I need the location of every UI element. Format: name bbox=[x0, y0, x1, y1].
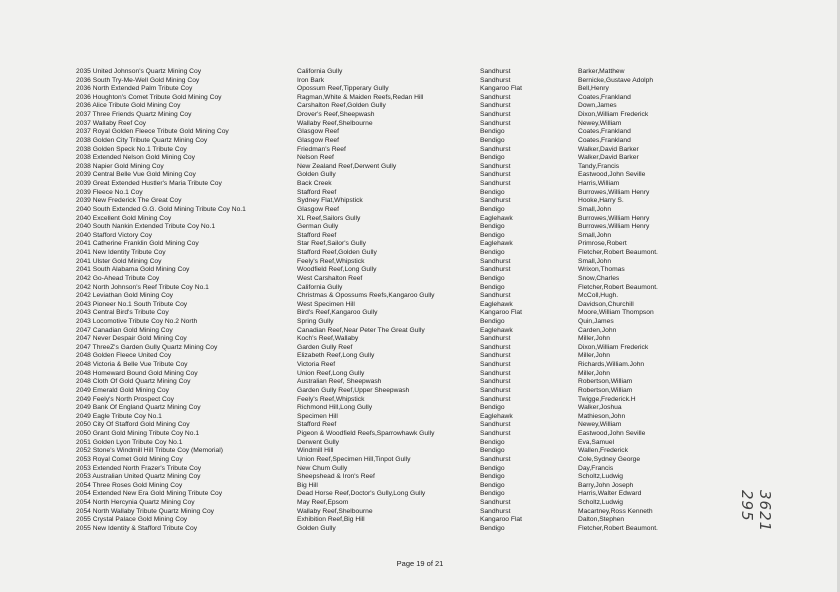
company-name-cell: 2053 Extended North Frazer's Tribute Coy bbox=[76, 464, 202, 472]
district-cell: Sandhurst bbox=[480, 111, 511, 119]
district-cell: Bendigo bbox=[480, 317, 505, 325]
owner-cell: Snow,Charles bbox=[578, 274, 620, 282]
table-row bbox=[0, 318, 840, 327]
owner-cell: McColl,Hugh. bbox=[578, 292, 619, 300]
location-cell: Stafford Reef,Golden Gully bbox=[297, 249, 377, 257]
company-name-cell: 2039 Fleece No.1 Coy bbox=[76, 188, 143, 196]
location-cell: Wallaby Reef,Shelbourne bbox=[297, 507, 373, 515]
district-cell: Bendigo bbox=[480, 205, 505, 213]
location-cell: Friedman's Reef bbox=[297, 145, 346, 153]
district-cell: Eaglehawk bbox=[480, 240, 513, 248]
location-cell: Christmas & Opossums Reefs,Kangaroo Gully bbox=[297, 292, 435, 300]
company-name-cell: 2043 Central Bird's Tribute Coy bbox=[76, 309, 169, 317]
location-cell: Stafford Reef bbox=[297, 188, 337, 196]
owner-cell: Scholtz,Ludwig bbox=[578, 499, 623, 506]
owner-cell: Harris,Walter Edward bbox=[578, 490, 642, 498]
table-row bbox=[0, 215, 840, 224]
table-row bbox=[0, 77, 840, 86]
owner-cell: Burrowes,William Henry bbox=[578, 214, 650, 222]
location-cell: Dead Horse Reef,Doctor's Gully,Long Gully bbox=[297, 490, 426, 498]
owner-cell: Miller,John bbox=[578, 335, 610, 343]
company-name-cell: 2039 Central Belle Vue Gold Mining Coy bbox=[76, 171, 196, 179]
location-cell: Pigeon & Woodfield Reefs,Sparrowhawk Gully bbox=[297, 430, 435, 438]
table-row bbox=[0, 128, 840, 137]
location-cell: Union Reef,Long Gully bbox=[297, 369, 365, 377]
owner-cell: Davidson,Churchill bbox=[578, 300, 634, 308]
location-cell: Sheepshead & Iron's Reef bbox=[297, 473, 375, 481]
district-cell: Kangaroo Flat bbox=[480, 516, 523, 524]
location-cell: West Carshalton Reef bbox=[297, 274, 363, 282]
location-cell: Wallaby Reef,Shelbourne bbox=[297, 119, 373, 127]
table-row bbox=[0, 482, 840, 491]
company-name-cell: 2038 Golden Speck No.1 Tribute Coy bbox=[76, 145, 187, 153]
location-cell: Glasgow Reef bbox=[297, 128, 340, 136]
table-row bbox=[0, 516, 840, 525]
district-cell: Sandhurst bbox=[480, 93, 511, 101]
table-row bbox=[0, 240, 840, 249]
district-cell: Kangaroo Flat bbox=[480, 85, 523, 93]
owner-cell: Scholtz,Ludwig bbox=[578, 473, 623, 481]
district-cell: Sandhurst bbox=[480, 162, 511, 170]
company-name-cell: 2051 Golden Lyon Tribute Coy No.1 bbox=[76, 438, 183, 446]
company-name-cell: 2040 South Extended G.G. Gold Mining Tribute Coy No.1 bbox=[76, 205, 246, 213]
company-name-cell: 2036 North Extended Palm Tribute Coy bbox=[76, 85, 193, 93]
table-row bbox=[0, 413, 840, 422]
company-name-cell: 2037 Wallaby Reef Coy bbox=[76, 119, 147, 127]
company-name-cell: 2040 Excellent Gold Mining Coy bbox=[76, 214, 172, 222]
owner-cell: Moore,William Thompson bbox=[578, 309, 654, 317]
company-name-cell: 2053 Royal Comet Gold Mining Coy bbox=[76, 455, 183, 463]
location-cell: Derwent Gully bbox=[297, 438, 339, 446]
owner-cell: Wrixon,Thomas bbox=[578, 266, 625, 274]
district-cell: Bendigo bbox=[480, 154, 505, 162]
district-cell: Sandhurst bbox=[480, 292, 511, 300]
owner-cell: Bell,Henry bbox=[578, 85, 609, 93]
owner-cell: Quin,James bbox=[578, 317, 614, 325]
owner-cell: Macartney,Ross Kenneth bbox=[578, 507, 653, 515]
owner-cell: Miller,John bbox=[578, 352, 610, 360]
owner-cell: Small,John bbox=[578, 205, 612, 213]
owner-cell: Small,John bbox=[578, 231, 612, 239]
owner-cell: Richards,William.John bbox=[578, 361, 645, 369]
table-row bbox=[0, 171, 840, 180]
company-name-cell: 2037 Three Friends Quartz Mining Coy bbox=[76, 111, 192, 119]
location-cell: Windmill Hill bbox=[297, 447, 334, 455]
district-cell: Sandhurst bbox=[480, 430, 511, 438]
location-cell: Glasgow Reef bbox=[297, 205, 340, 213]
company-name-cell: 2040 South Nankin Extended Tribute Coy No.1 bbox=[76, 223, 216, 231]
company-name-cell: 2053 Australian United Quartz Mining Coy bbox=[76, 473, 201, 481]
location-cell: XL Reef,Sailors Gully bbox=[297, 214, 361, 222]
table-row bbox=[0, 301, 840, 310]
location-cell: Nelson Reef bbox=[297, 154, 334, 162]
table-row bbox=[0, 499, 840, 508]
company-name-cell: 2047 ThreeZ's Garden Gully Quartz Mining Coy bbox=[76, 343, 218, 351]
district-cell: Eaglehawk bbox=[480, 214, 513, 222]
table-row bbox=[0, 180, 840, 189]
owner-cell: Eastwood,John Seville bbox=[578, 430, 646, 438]
district-cell: Sandhurst bbox=[480, 421, 511, 429]
table-row bbox=[0, 421, 840, 430]
table-row bbox=[0, 387, 840, 396]
district-cell: Kangaroo Flat bbox=[480, 309, 523, 317]
district-cell: Sandhurst bbox=[480, 369, 511, 377]
owner-cell: Newey,William bbox=[578, 421, 622, 429]
table-row bbox=[0, 396, 840, 405]
location-cell: Garden Gully Reef,Upper Sheepwash bbox=[297, 386, 410, 394]
company-name-cell: 2049 Bank Of England Quartz Mining Coy bbox=[76, 404, 201, 412]
district-cell: Sandhurst bbox=[480, 180, 511, 188]
location-cell: Richmond Hill,Long Gully bbox=[297, 404, 373, 412]
company-name-cell: 2041 South Alabama Gold Mining Coy bbox=[76, 266, 190, 274]
owner-cell: Small,John bbox=[578, 257, 612, 265]
district-cell: Sandhurst bbox=[480, 145, 511, 153]
location-cell: Carshalton Reef,Golden Gully bbox=[297, 102, 386, 110]
owner-cell: Eastwood,John Seville bbox=[578, 171, 646, 179]
location-cell: Garden Gully Reef bbox=[297, 343, 353, 351]
table-row bbox=[0, 284, 840, 293]
location-cell: Exhibition Reef,Big Hill bbox=[297, 516, 365, 524]
table-row bbox=[0, 490, 840, 499]
owner-cell: Day,Francis bbox=[578, 464, 614, 472]
owner-cell: Harris,William bbox=[578, 180, 620, 188]
district-cell: Bendigo bbox=[480, 283, 505, 291]
owner-cell: Dalton,Stephen bbox=[578, 516, 625, 524]
location-cell: Canadian Reef,Near Peter The Great Gully bbox=[297, 326, 425, 334]
table-row bbox=[0, 327, 840, 336]
district-cell: Bendigo bbox=[480, 274, 505, 282]
district-cell: Sandhurst bbox=[480, 455, 511, 463]
table-row bbox=[0, 439, 840, 448]
company-name-cell: 2042 North Johnson's Reef Tribute Coy No.1 bbox=[76, 283, 209, 291]
location-cell: Stafford Reef bbox=[297, 421, 337, 429]
company-name-cell: 2049 Feely's North Prospect Coy bbox=[76, 395, 174, 403]
table-row bbox=[0, 146, 840, 155]
district-cell: Sandhurst bbox=[480, 197, 511, 205]
table-row bbox=[0, 163, 840, 172]
table-row bbox=[0, 137, 840, 146]
owner-cell: Dixon,William Frederick bbox=[578, 343, 649, 351]
owner-cell: Barry,John Joseph bbox=[578, 481, 634, 489]
table-row bbox=[0, 473, 840, 482]
table-row bbox=[0, 309, 840, 318]
owner-cell: Carden,John bbox=[578, 326, 617, 334]
location-cell: Star Reef,Sailor's Gully bbox=[297, 240, 366, 248]
district-cell: Bendigo bbox=[480, 524, 505, 532]
owner-cell: Burrowes,William Henry bbox=[578, 223, 650, 231]
owner-cell: Dixon,William Frederick bbox=[578, 111, 649, 119]
owner-cell: Twigge,Frederick.H bbox=[578, 395, 636, 403]
district-cell: Sandhurst bbox=[480, 119, 511, 127]
owner-cell: Newey,William bbox=[578, 119, 622, 127]
owner-cell: Wallen,Frederick bbox=[578, 447, 628, 455]
page-number: Page 19 of 21 bbox=[396, 559, 444, 568]
district-cell: Bendigo bbox=[480, 490, 505, 498]
company-name-cell: 2040 Stafford Victory Coy bbox=[76, 231, 152, 239]
district-cell: Sandhurst bbox=[480, 68, 511, 75]
table-row bbox=[0, 189, 840, 198]
district-cell: Bendigo bbox=[480, 481, 505, 489]
table-row bbox=[0, 206, 840, 215]
owner-cell: Coates,Frankland bbox=[578, 128, 631, 136]
district-cell: Bendigo bbox=[480, 447, 505, 455]
company-name-cell: 2048 Cloth Of Gold Quartz Mining Coy bbox=[76, 378, 191, 386]
district-cell: Sandhurst bbox=[480, 257, 511, 265]
company-name-cell: 2054 Three Roses Gold Mining Coy bbox=[76, 481, 183, 489]
district-cell: Eaglehawk bbox=[480, 300, 513, 308]
district-cell: Bendigo bbox=[480, 231, 505, 239]
district-cell: Bendigo bbox=[480, 473, 505, 481]
location-cell: Drover's Reef,Sheepwash bbox=[297, 111, 375, 119]
owner-cell: Walker,Joshua bbox=[578, 404, 622, 412]
table-row bbox=[0, 447, 840, 456]
district-cell: Bendigo bbox=[480, 438, 505, 446]
table-row bbox=[0, 352, 840, 361]
company-name-cell: 2039 Great Extended Hustler's Maria Tribute Coy bbox=[76, 180, 222, 188]
owner-cell: Hooke,Harry S. bbox=[578, 197, 624, 205]
owner-cell: Miller,John bbox=[578, 369, 610, 377]
company-name-cell: 2047 Never Despair Gold Mining Coy bbox=[76, 335, 187, 343]
district-cell: Sandhurst bbox=[480, 171, 511, 179]
company-name-cell: 2048 Victoria & Belle Vue Tribute Coy bbox=[76, 361, 188, 369]
owner-cell: Fletcher,Robert Beaumont. bbox=[578, 524, 658, 532]
company-name-cell: 2043 Locomotive Tribute Coy No.2 North bbox=[76, 317, 198, 325]
company-name-cell: 2036 Houghton's Comet Tribute Gold Mining Coy bbox=[76, 93, 222, 101]
company-name-cell: 2049 Eagle Tribute Coy No.1 bbox=[76, 412, 162, 420]
district-cell: Bendigo bbox=[480, 136, 505, 144]
table-row bbox=[0, 275, 840, 284]
location-cell: Woodfield Reef,Long Gully bbox=[297, 266, 377, 274]
table-row bbox=[0, 430, 840, 439]
district-cell: Bendigo bbox=[480, 464, 505, 472]
table-row bbox=[0, 94, 840, 103]
table-row bbox=[0, 223, 840, 232]
company-name-cell: 2038 Golden City Tribute Quartz Mining Coy bbox=[76, 136, 208, 144]
district-cell: Bendigo bbox=[480, 249, 505, 257]
location-cell: New Chum Gully bbox=[297, 464, 348, 472]
district-cell: Sandhurst bbox=[480, 76, 511, 84]
owner-cell: Cole,Sydney George bbox=[578, 455, 641, 463]
company-name-cell: 2041 Ulster Gold Mining Coy bbox=[76, 257, 162, 265]
district-cell: Sandhurst bbox=[480, 343, 511, 351]
location-cell: Golden Gully bbox=[297, 171, 336, 179]
table-row bbox=[0, 154, 840, 163]
company-name-cell: 2048 Golden Fleece United Coy bbox=[76, 352, 172, 360]
location-cell: Specimen Hill bbox=[297, 412, 338, 420]
company-name-cell: 2035 United Johnson's Quartz Mining Coy bbox=[76, 68, 202, 75]
location-cell: Ragman,White & Maiden Reefs,Redan Hill bbox=[297, 93, 424, 101]
location-cell: Koch's Reef,Wallaby bbox=[297, 335, 359, 343]
company-name-cell: 2039 New Frederick The Great Coy bbox=[76, 197, 182, 205]
location-cell: Spring Gully bbox=[297, 317, 334, 325]
location-cell: Elizabeth Reef,Long Gully bbox=[297, 352, 375, 360]
company-name-cell: 2047 Canadian Gold Mining Coy bbox=[76, 326, 173, 334]
district-cell: Sandhurst bbox=[480, 102, 511, 110]
owner-cell: Walker,David Barker bbox=[578, 145, 639, 153]
owner-cell: Walker,David Barker bbox=[578, 154, 639, 162]
district-cell: Sandhurst bbox=[480, 507, 511, 515]
company-name-cell: 2050 Grant Gold Mining Tribute Coy No.1 bbox=[76, 430, 200, 438]
company-name-cell: 2037 Royal Golden Fleece Tribute Gold Mining Coy bbox=[76, 128, 229, 136]
table-row bbox=[0, 197, 840, 206]
district-cell: Sandhurst bbox=[480, 335, 511, 343]
owner-cell: Barker,Matthew bbox=[578, 68, 625, 75]
district-cell: Bendigo bbox=[480, 188, 505, 196]
company-name-cell: 2054 Extended New Era Gold Mining Tribute Coy bbox=[76, 490, 223, 498]
owner-cell: Mathieson,John bbox=[578, 412, 626, 420]
table-row bbox=[0, 378, 840, 387]
company-name-cell: 2055 New Identity & Stafford Tribute Coy bbox=[76, 524, 198, 532]
district-cell: Sandhurst bbox=[480, 499, 511, 506]
location-cell: Sydney Flat,Whipstick bbox=[297, 197, 363, 205]
owner-cell: Bernicke,Gustave Adolph bbox=[578, 76, 654, 84]
company-name-cell: 2036 Alice Tribute Gold Mining Coy bbox=[76, 102, 181, 110]
district-cell: Bendigo bbox=[480, 223, 505, 231]
table-row bbox=[0, 232, 840, 241]
table-row bbox=[0, 508, 840, 517]
location-cell: May Reef,Epsom bbox=[297, 499, 349, 506]
owner-cell: Down,James bbox=[578, 102, 617, 110]
table-row bbox=[0, 465, 840, 474]
district-cell: Eaglehawk bbox=[480, 326, 513, 334]
location-cell: Australian Reef, Sheepwash bbox=[297, 378, 382, 386]
table-row bbox=[0, 361, 840, 370]
handwritten-annotation: 3621 295 bbox=[738, 490, 774, 533]
table-row bbox=[0, 525, 840, 534]
district-cell: Eaglehawk bbox=[480, 412, 513, 420]
location-cell: West Specimen Hill bbox=[297, 300, 355, 308]
company-name-cell: 2048 Homeward Bound Gold Mining Coy bbox=[76, 369, 198, 377]
district-cell: Sandhurst bbox=[480, 378, 511, 386]
table-row bbox=[0, 85, 840, 94]
location-cell: Union Reef,Specimen Hill,Tinpot Gully bbox=[297, 455, 411, 463]
table-row bbox=[0, 266, 840, 275]
district-cell: Sandhurst bbox=[480, 352, 511, 360]
district-cell: Bendigo bbox=[480, 128, 505, 136]
location-cell: California Gully bbox=[297, 68, 343, 75]
location-cell: Big Hill bbox=[297, 481, 318, 489]
location-cell: Stafford Reef bbox=[297, 231, 337, 239]
company-name-cell: 2038 Extended Nelson Gold Mining Coy bbox=[76, 154, 195, 162]
table-row bbox=[0, 68, 840, 77]
company-name-cell: 2042 Go-Ahead Tribute Coy bbox=[76, 274, 160, 282]
location-cell: Opossum Reef,Tipperary Gully bbox=[297, 85, 389, 93]
company-name-cell: 2041 Catherine Franklin Gold Mining Coy bbox=[76, 240, 199, 248]
owner-cell: Robertson,William bbox=[578, 386, 633, 394]
table-row bbox=[0, 344, 840, 353]
owner-cell: Primrose,Robert bbox=[578, 240, 627, 248]
table-row bbox=[0, 456, 840, 465]
table-row bbox=[0, 249, 840, 258]
owner-cell: Fletcher,Robert Beaumont. bbox=[578, 283, 658, 291]
owner-cell: Eva,Samuel bbox=[578, 438, 615, 446]
company-name-cell: 2049 Emerald Gold Mining Coy bbox=[76, 386, 169, 394]
owner-cell: Fletcher,Robert Beaumont. bbox=[578, 249, 658, 257]
table-row bbox=[0, 111, 840, 120]
district-cell: Bendigo bbox=[480, 404, 505, 412]
table-row bbox=[0, 258, 840, 267]
location-cell: German Gully bbox=[297, 223, 339, 231]
company-name-cell: 2043 Pioneer No.1 South Tribute Coy bbox=[76, 300, 188, 308]
table-row bbox=[0, 370, 840, 379]
company-name-cell: 2050 City Of Stafford Gold Mining Coy bbox=[76, 421, 190, 429]
company-name-cell: 2055 Crystal Palace Gold Mining Coy bbox=[76, 516, 188, 524]
company-name-cell: 2042 Leviathan Gold Mining Coy bbox=[76, 292, 174, 300]
owner-cell: Coates,Frankland bbox=[578, 136, 631, 144]
location-cell: Glasgow Reef bbox=[297, 136, 340, 144]
location-cell: Iron Bark bbox=[297, 76, 325, 84]
owner-cell: Burrowes,William Henry bbox=[578, 188, 650, 196]
table-row bbox=[0, 120, 840, 129]
company-name-cell: 2052 Stone's Windmill Hill Tribute Coy (Memorial) bbox=[76, 447, 223, 455]
location-cell: Feely's Reef,Whipstick bbox=[297, 257, 365, 265]
district-cell: Sandhurst bbox=[480, 386, 511, 394]
location-cell: New Zealand Reef,Derwent Gully bbox=[297, 162, 397, 170]
owner-cell: Coates,Frankland bbox=[578, 93, 631, 101]
company-name-cell: 2038 Napier Gold Mining Coy bbox=[76, 162, 164, 170]
location-cell: Feely's Reef,Whipstick bbox=[297, 395, 365, 403]
table-row bbox=[0, 102, 840, 111]
district-cell: Sandhurst bbox=[480, 266, 511, 274]
company-name-cell: 2036 South Try-Me-Well Gold Mining Coy bbox=[76, 76, 200, 84]
owner-cell: Tandy,Francis bbox=[578, 162, 620, 170]
location-cell: Back Creek bbox=[297, 180, 332, 188]
table-row bbox=[0, 292, 840, 301]
company-name-cell: 2041 New Identity Tribute Coy bbox=[76, 249, 166, 257]
table-row bbox=[0, 335, 840, 344]
location-cell: Golden Gully bbox=[297, 524, 336, 532]
owner-cell: Robertson,William bbox=[578, 378, 633, 386]
company-name-cell: 2054 North Wallaby Tribute Quartz Mining Coy bbox=[76, 507, 215, 515]
company-name-cell: 2054 North Hercynia Quartz Mining Coy bbox=[76, 499, 195, 506]
location-cell: Victoria Reef bbox=[297, 361, 336, 369]
location-cell: Bird's Reef,Kangaroo Gully bbox=[297, 309, 378, 317]
district-cell: Sandhurst bbox=[480, 395, 511, 403]
district-cell: Sandhurst bbox=[480, 361, 511, 369]
table-row bbox=[0, 404, 840, 413]
location-cell: California Gully bbox=[297, 283, 343, 291]
